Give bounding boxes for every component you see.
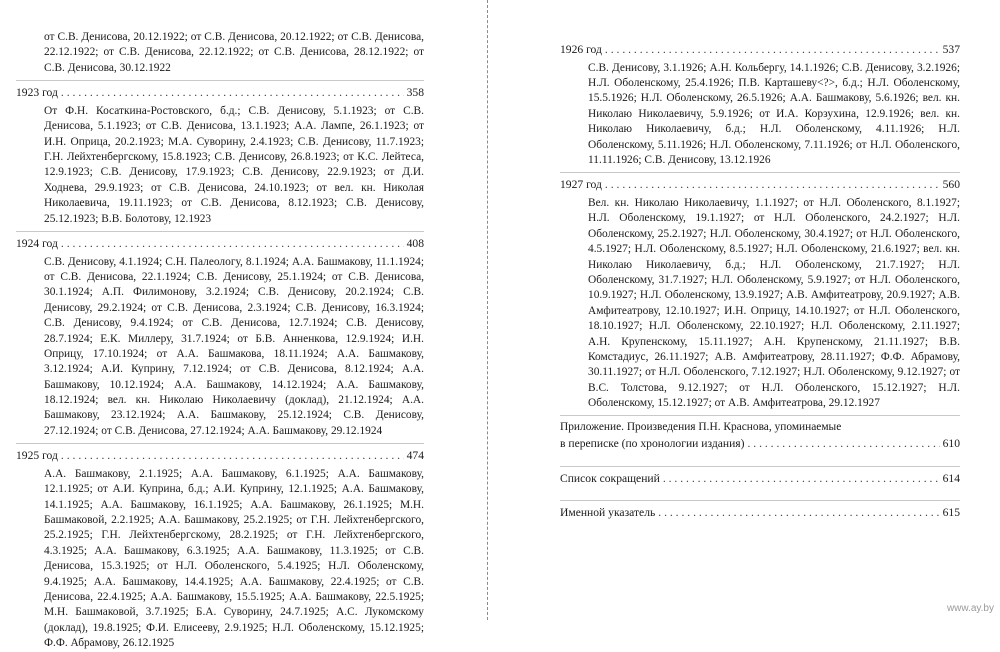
- right-page: [560, 34, 960, 524]
- appendix-title-line1: Приложение. Произведения П.Н. Краснова, упоминаемые: [560, 421, 842, 434]
- leader-dots: [658, 505, 939, 521]
- year-label: 1927 год: [560, 178, 602, 192]
- year-label: 1925 год: [16, 449, 58, 463]
- letters-list: От Ф.Н. Косаткина-Ростовского, б.д.; С.В. Денисову, 5.1.1923; от С.В. Денисова, 5.1.1923; от С.В. Денисова, 13.1.1923; А.А. Лампе, 26.1.1923; от И.Н. Оприца, 20.2.1923; М.А. Суворину, 2.4.1923; С.В. Денисову, 11.7.1923; Г.Н. Лейхтенбергскому, 15.8.1923; С.В. Денисову, 26.8.1923; от К.С. Лейтеса, 12.9.1923; С.В. Денисову, 17.9.1923; С.В. Денисову, 22.9.1923; от Д.И. Ходнева, 29.9.1923; от С.В. Денисова, 24.10.1923; от вел. кн. Николая Николаевича, 19.11.1923; от С.В. Денисова, 8.12.1923; С.В. Денисову, 25.12.1923; В.В. Болотову, 12.1923: [44, 104, 424, 225]
- section-1925: [16, 443, 424, 651]
- site-watermark: www.ay.by: [946, 603, 994, 614]
- leader-dots: [747, 436, 939, 452]
- year-label: 1923 год: [16, 86, 58, 100]
- page-number: 614: [942, 471, 960, 485]
- toc-entry-1924: [16, 236, 424, 252]
- letters-list: С.В. Денисову, 3.1.1926; А.Н. Кольбергу, 14.1.1926; С.В. Денисову, 3.2.1926; Н.Л. Оболенскому, 25.4.1926; П.В. Карташеву<?>, б.д.; Н.Л. Оболенскому, 15.5.1926; Н.Л. Оболенскому, 26.5.1926; А.А. Башмакову, 5.6.1926; вел. кн. Николаю Николаевичу, 5.9.1926; от И.А. Корзухина, 12.9.1926; вел. кн. Николаю Николаевичу, б.д.; Н.Л. Оболенскому, 4.11.1926; Н.Л. Оболенскому, 5.11.1926; Н.Л. Оболенскому, 7.11.1926; от Н.Л. Оболенского, 11.11.1926; С.В. Денисову, 13.12.1926: [588, 61, 960, 166]
- page-number: 358: [406, 86, 424, 100]
- appendix-line2: [560, 436, 960, 452]
- leader-dots: [663, 471, 940, 487]
- year-label: 1926 год: [560, 43, 602, 56]
- appendix-title-line2: в переписке (по хронологии издания): [560, 436, 745, 450]
- year-label: 1924 год: [16, 236, 58, 250]
- section-abbreviations: [560, 466, 960, 487]
- leader-dots: [61, 85, 404, 101]
- page-number: 610: [942, 436, 960, 450]
- leader-dots: [61, 448, 404, 464]
- toc-entry-name-index: [560, 505, 960, 521]
- page-number: 615: [942, 506, 960, 520]
- section-name-index: [560, 500, 960, 521]
- leader-dots: [61, 236, 404, 252]
- section-1923: [16, 80, 424, 227]
- letters-list: С.В. Денисову, 4.1.1924; С.Н. Палеологу, 8.1.1924; А.А. Башмакову, 11.1.1924; от С.В. Денисова, 22.1.1924; С.В. Денисову, 25.1.1924; от С.В. Денисова, 30.1.1924; А.П. Филимонову, 3.2.1924; С.В. Денисову, 20.2.1924; С.В. Денисову, 29.2.1924; от С.В. Денисова, 2.3.1924; С.В. Денисову, 16.3.1924; С.В. Денисову, 9.4.1924; от С.В. Денисова, 12.7.1924; С.В. Денисову, 28.7.1924; Е.К. Миллеру, 31.7.1924; от Б.В. Анненкова, 12.9.1924; И.Н. Оприцу, 17.10.1924; от А.А. Башмакова, 18.11.1924; А.А. Башмакову, 3.12.1924; А.И. Куприну, 7.12.1924; от С.В. Денисова, 8.12.1924; А.А. Башмакову, 10.12.1924; А.А. Башмакову, 14.12.1924; А.А. Башмакову, 18.12.1924; вел. кн. Николаю Николаевичу (доклад), 21.12.1924; А.А. Башмакову, 23.12.1924; А.А. Башмакову, 25.12.1924; С.В. Денисову, 27.12.1924; от С.В. Денисова, 27.12.1924; А.А. Башмакову, 29.12.1924: [44, 255, 424, 437]
- letters-list: Вел. кн. Николаю Николаевичу, 1.1.1927; от Н.Л. Оболенского, 8.1.1927; Н.Л. Оболенскому, 19.1.1927; от Н.Л. Оболенского, 24.2.1927; Н.Л. Оболенскому, 25.2.1927; Н.Л. Оболенскому, 30.4.1927; от Н.Л. Оболенского, 4.5.1927; Н.Л. Оболенскому, 8.5.1927; Н.Л. Оболенскому, 21.6.1927; вел. кн. Николаю Николаевичу, б.д.; Н.Л. Оболенскому, 21.7.1927; Н.Л. Оболенскому, 31.7.1927; Н.Л. Оболенскому, 5.9.1927; от Н.Л. Оболенского, 10.9.1927; Н.Л. Оболенскому, 13.9.1927; А.В. Амфитеатрову, 20.9.1927; А.В. Амфитеатрову, 12.10.1927; И.Н. Оприцу, 14.10.1927; от Н.Л. Оболенского, 18.10.1927; Н.Л. Оболенскому, 22.10.1927; Н.Л. Оболенскому, 2.11.1927; А.Н. Крупенскому, 15.11.1927; А.Н. Крупенскому, 21.11.1927; В.В. Комстадиус, 26.11.1927; А.В. Амфитеатрову, 28.11.1927; Ф.Ф. Абрамову, 30.11.1927; от Н.Л. Оболенского, 7.12.1927; Н.Л. Оболенскому, 9.12.1927; от В.С. Толстова, 9.12.1927; от Н.Л. Оболенского, 15.12.1927; Н.Л. Оболенскому, 15.12.1927; от А.В. Амфитеатрова, 29.12.1927: [588, 197, 960, 410]
- toc-entry-1927: [560, 177, 960, 193]
- toc-entry-1925: [16, 448, 424, 464]
- section-appendix: [560, 415, 960, 451]
- entry-label: Именной указатель: [560, 506, 656, 520]
- page-number: 408: [406, 236, 424, 250]
- page-number: 537: [942, 43, 960, 56]
- continuation-text: от С.В. Денисова, 20.12.1922; от С.В. Денисова, 20.12.1922; от С.В. Денисова, 22.12.1922; от С.В. Денисова, 22.12.1922; от С.В. Денисова, 28.12.1922; от С.В. Денисова, 30.12.1922: [44, 31, 424, 74]
- toc-entry-abbreviations: [560, 471, 960, 487]
- leader-dots: [605, 177, 940, 193]
- section-1926: [560, 38, 960, 168]
- page-fold-divider: [487, 0, 488, 620]
- page-number: 560: [942, 178, 960, 192]
- entry-label: Список сокращений: [560, 471, 660, 485]
- toc-entry-appendix: [560, 420, 960, 451]
- leader-dots: [605, 42, 940, 58]
- left-page: [16, 0, 424, 652]
- toc-entry-1926: [560, 42, 960, 58]
- toc-entry-1923: [16, 85, 424, 101]
- section-1924: [16, 231, 424, 439]
- page-number: 474: [406, 449, 424, 463]
- section-1927: [560, 172, 960, 411]
- letters-list: А.А. Башмакову, 2.1.1925; А.А. Башмакову, 6.1.1925; А.А. Башмакову, 12.1.1925; от А.И. Куприна, б.д.; А.И. Куприну, 12.1.1925; А.А. Башмакову, 14.1.1925; А.А. Башмакову, 16.1.1925; А.А. Башмакову, 26.1.1925; М.Н. Башмаковой, 2.2.1925; А.А. Башмакову, 25.2.1925; от Г.Н. Лейхтенбергского, 25.2.1925; Г.Н. Лейхтенбергскому, 28.2.1925; от Г.Н. Лейхтенбергского, 4.3.1925; А.А. Башмакову, 6.3.1925; А.А. Башмакову, 11.3.1925; от С.В. Денисова, 15.3.1925; от Н.Л. Оболенского, 5.4.1925; Н.Л. Оболенскому, 9.4.1925; А.А. Башмакову, 14.4.1925; А.А. Башмакову, 22.4.1925; от С.В. Денисова, 22.4.1925; А.А. Башмакову, 15.5.1925; А.А. Башмакову, 22.5.1925; М.Н. Башмаковой, 3.7.1925; Б.А. Суворину, 24.7.1925; А.С. Лукомскому (доклад), 19.8.1925; Ф.И. Елисееву, 2.9.1925; Н.Л. Оболенскому, 15.12.1925; Ф.Ф. Абрамову, 26.12.1925: [44, 467, 424, 650]
